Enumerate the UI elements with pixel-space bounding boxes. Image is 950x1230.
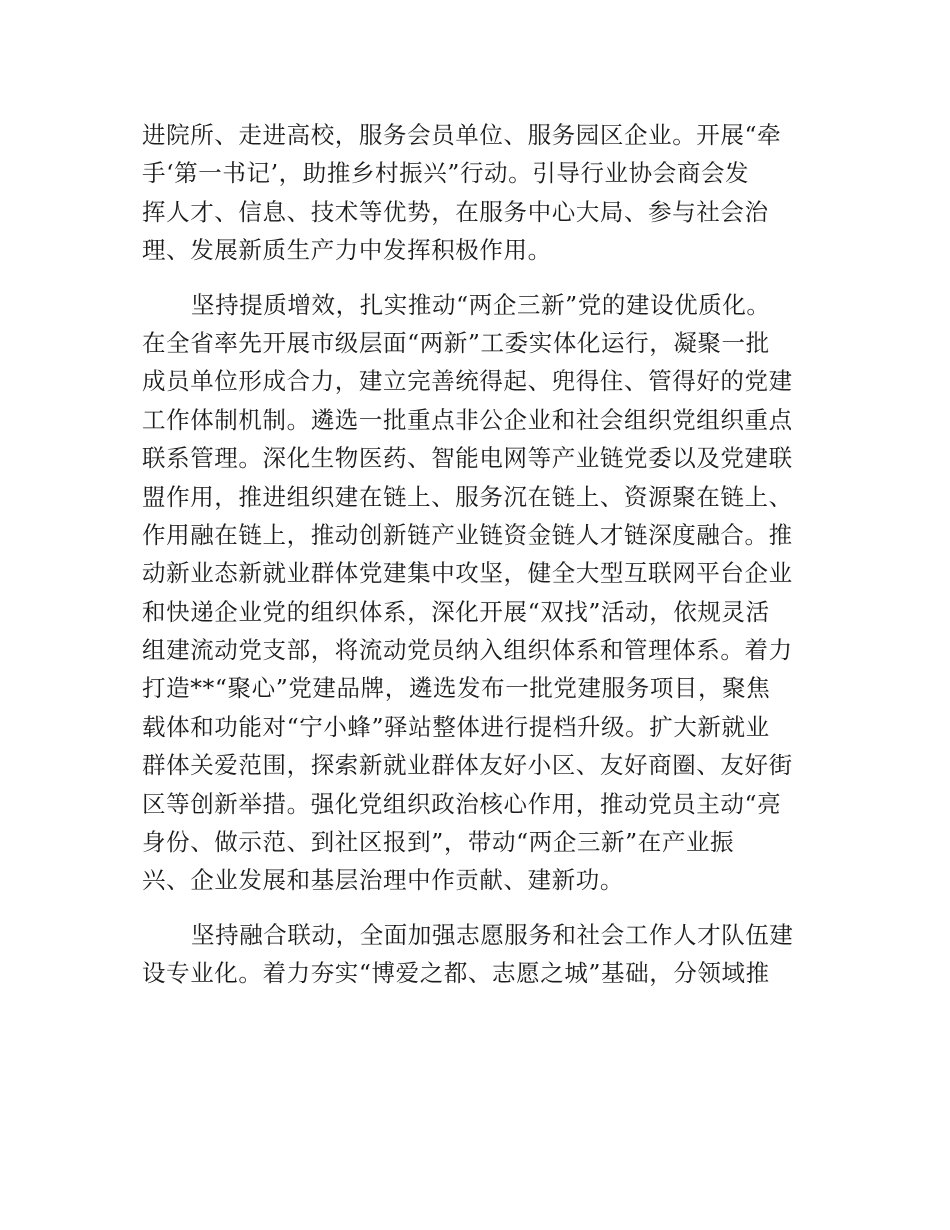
text-line: 身份、做示范、到社区报到”，带动“两企三新”在产业振 — [142, 828, 735, 857]
text-line: 动新业态新就业群体党建集中攻坚，健全大型互联网平台企业 — [142, 559, 793, 588]
paragraph-3 — [142, 916, 817, 993]
text-line: 工作体制机制。遴选一批重点非公企业和社会组织党组织重点 — [142, 405, 793, 434]
text-line: 在全省率先开展市级层面“两新”工委实体化运行，凝聚一批 — [142, 328, 770, 357]
text-line: 作用融在链上，推动创新链产业链资金链人才链深度融合。推 — [142, 520, 793, 549]
text-line: 坚持提质增效，扎实推动“两企三新”党的建设优质化。 — [191, 290, 771, 319]
paragraph-spacer — [142, 900, 817, 916]
text-line: 成员单位形成合力，建立完善统得起、兜得住、管得好的党建 — [142, 367, 793, 396]
text-line: 群体关爱范围，探索新就业群体友好小区、友好商圈、友好街 — [142, 751, 793, 780]
text-line: 区等创新举措。强化党组织政治核心作用，推动党员主动“亮 — [142, 789, 782, 818]
text-line: 挥人才、信息、技术等优势，在服务中心大局、参与社会治 — [142, 197, 769, 226]
paragraph-1 — [142, 116, 817, 270]
text-line: 和快递企业党的组织体系，深化开展“双找”活动，依规灵活 — [142, 597, 770, 626]
text-line: 兴、企业发展和基层治理中作贡献、建新功。 — [142, 866, 624, 895]
document-body — [142, 116, 817, 993]
text-line: 设专业化。着力夯实“博爱之都、志愿之城”基础，分领域推 — [142, 959, 770, 988]
text-line: 组建流动党支部，将流动党员纳入组织体系和管理体系。着力 — [142, 636, 793, 665]
paragraph-2 — [142, 286, 817, 900]
text-line: 载体和功能对“宁小蜂”驿站整体进行提档升级。扩大新就业 — [142, 712, 770, 741]
text-line: 打造**“聚心”党建品牌，遴选发布一批党建服务项目，聚焦 — [142, 674, 771, 703]
text-line: 手‘第一书记’，助推乡村振兴”行动。引导行业协会商会发 — [142, 159, 750, 188]
text-line: 联系管理。深化生物医药、智能电网等产业链党委以及党建联 — [142, 444, 793, 473]
text-line: 进院所、走进高校，服务会员单位、服务园区企业。开展“牵 — [142, 121, 782, 149]
text-line: 盟作用，推进组织建在链上、服务沉在链上、资源聚在链上、 — [142, 482, 793, 511]
paragraph-spacer — [142, 270, 817, 286]
text-line: 坚持融合联动，全面加强志愿服务和社会工作人才队伍建 — [191, 920, 794, 949]
text-line: 理、发展新质生产力中发挥积极作用。 — [142, 236, 552, 265]
